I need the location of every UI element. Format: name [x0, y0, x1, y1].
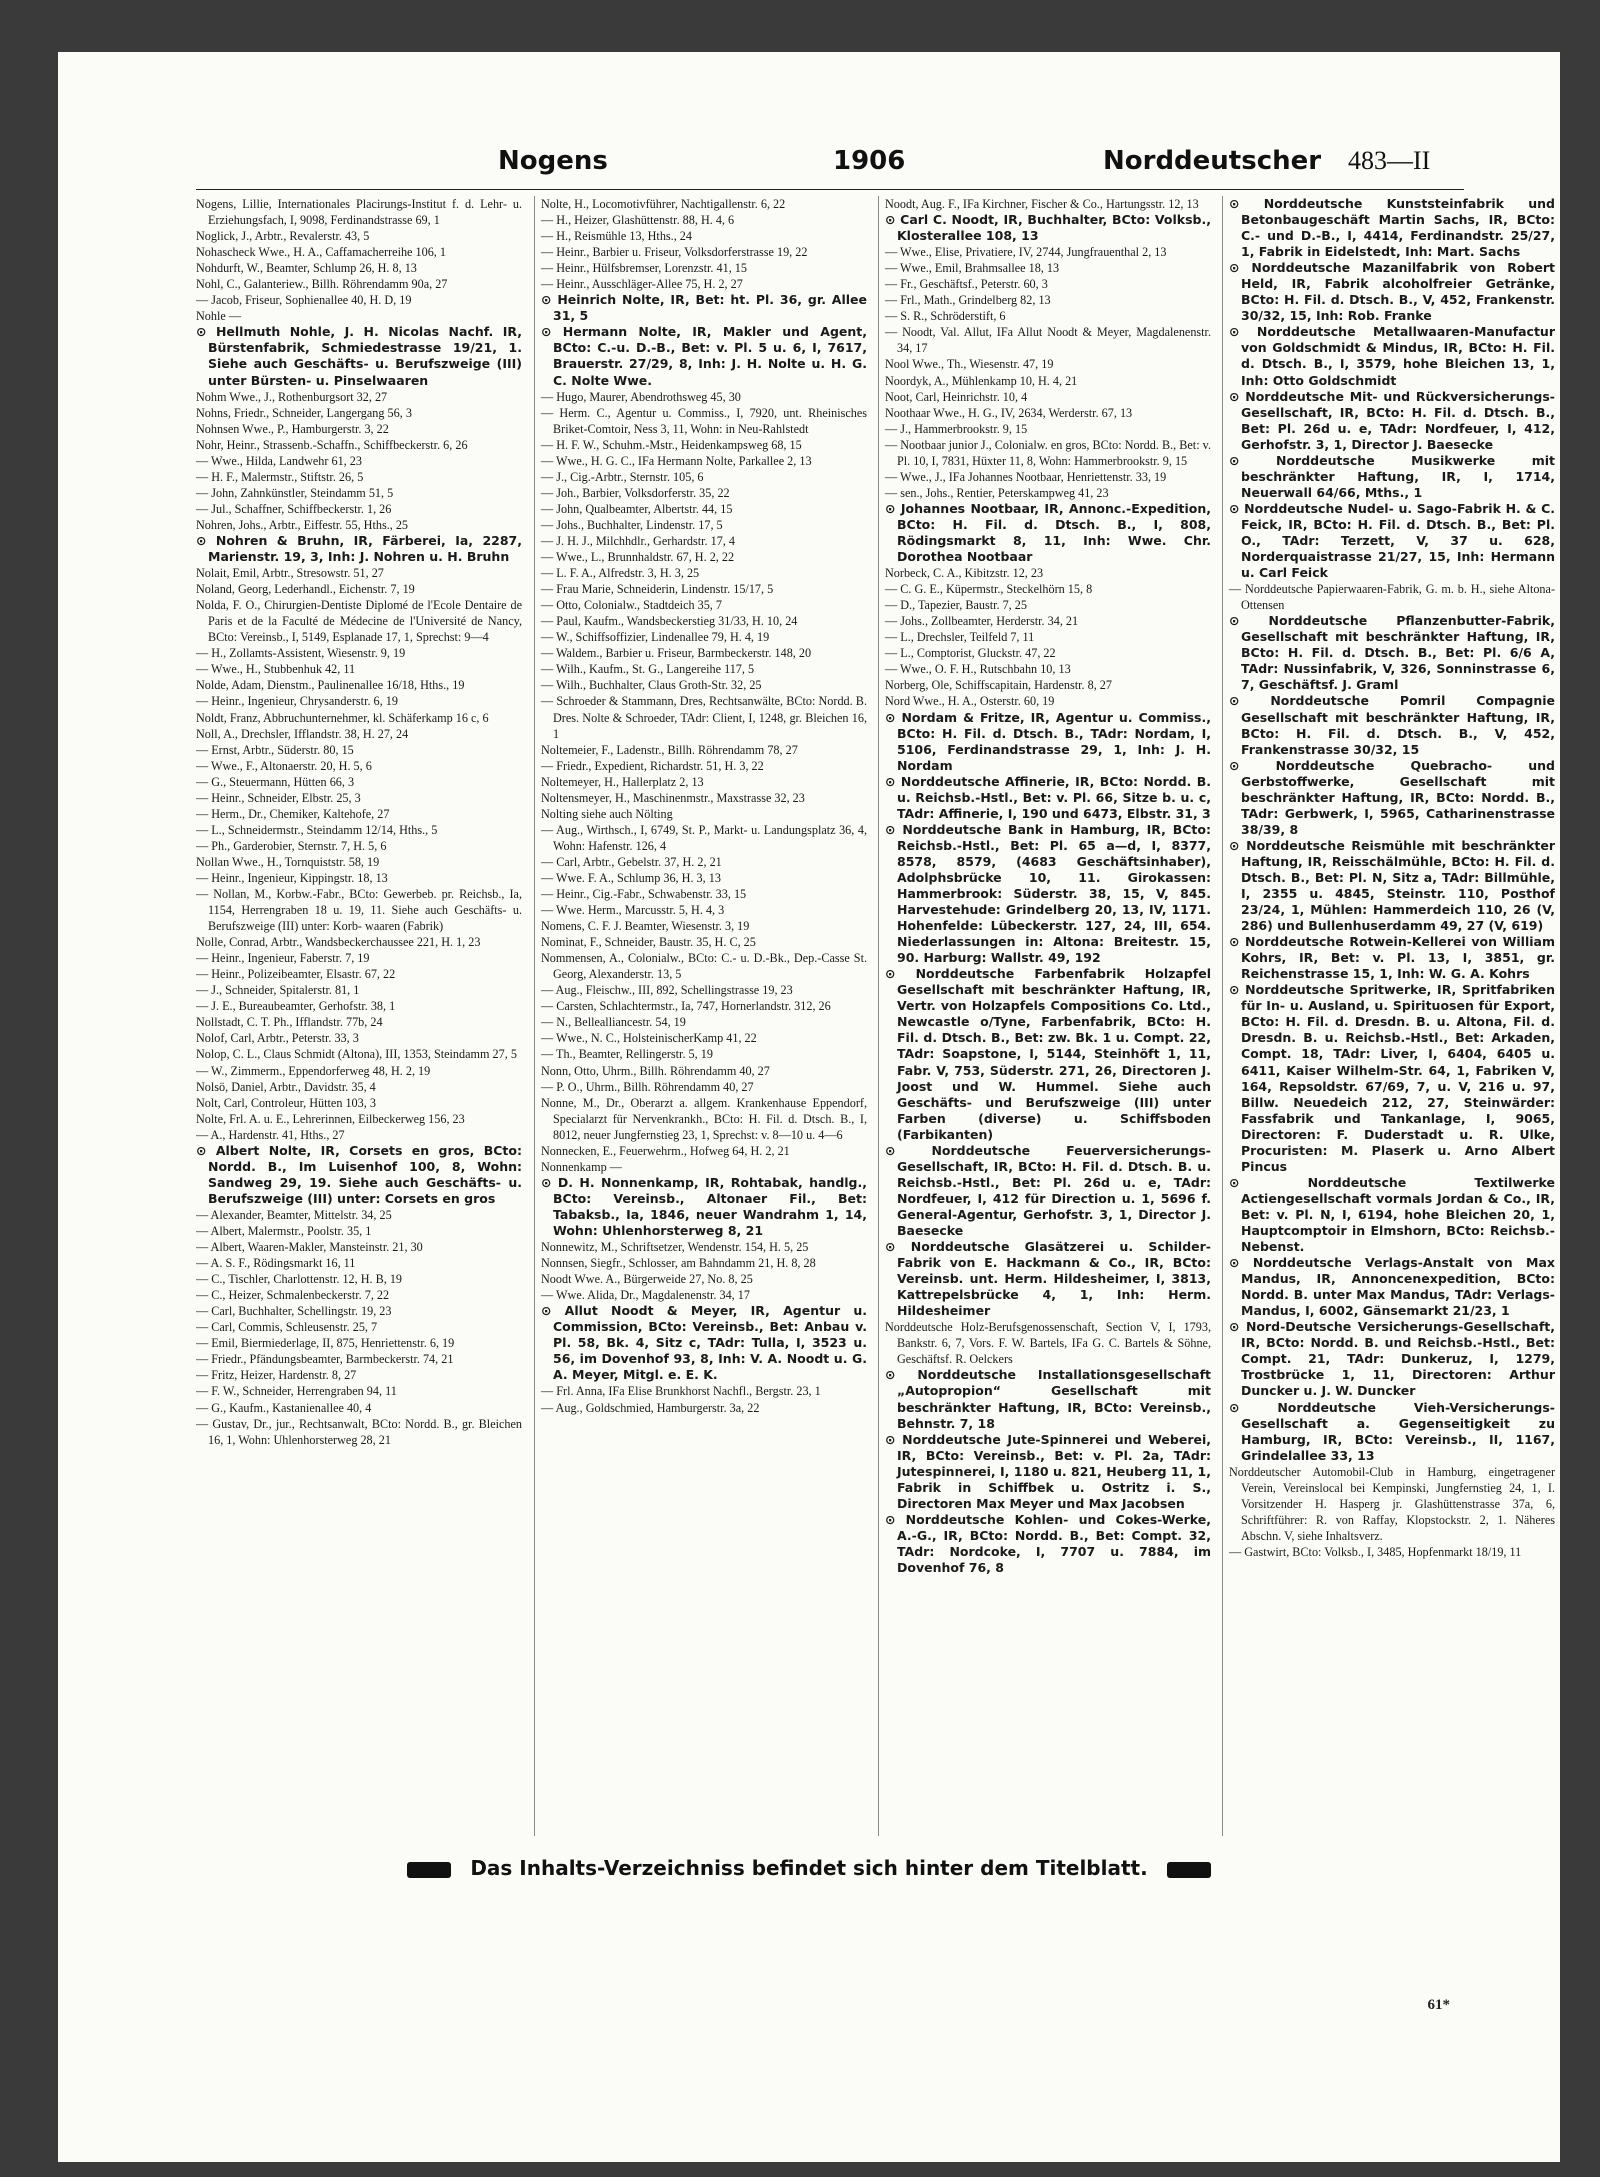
directory-entry: — Carl, Commis, Schleusenstr. 25, 7 — [196, 1320, 378, 1335]
directory-entry: — Frl., Math., Grindelberg 82, 13 — [885, 293, 1051, 308]
directory-entry: — Frl. Anna, IFa Elise Brunkhorst Nachfl., Bergstr. 23, 1 — [541, 1384, 821, 1399]
directory-entry: ⊙ Allut Noodt & Meyer, IR, Agentur u. Commission, BCto: Vereinsb., Bet: Anbau v. Pl. 58, Bk. 4, Sitz c, TAdr: Tulla, I, 3523 u. 56, im Dovenhof 93, 8, Inh: V. A. Noodt u. G. A. Meyer, Mitgl. e. E. K. — [541, 1303, 867, 1383]
directory-entry: — J., Cig.-Arbtr., Sternstr. 105, 6 — [541, 469, 704, 484]
directory-entry: Nohnsen Wwe., P., Hamburgerstr. 3, 22 — [196, 421, 389, 436]
directory-entry: ⊙ Norddeutsche Pomril Compagnie Gesellschaft mit beschränkter Haftung, IR, BCto: H. Fil. d. Dtsch. B., V, 452, Frankenstrasse 30/32, 15 — [1229, 693, 1555, 757]
header-left-keyword: Nogens — [498, 146, 608, 176]
directory-entry: ⊙ Norddeutsche Reismühle mit beschränkter Haftung, IR, Reisschälmühle, BCto: H. Fil. d. Dtsch. B., Bet: Pl. N, Sitz a, TAdr: Billmühle, I, 2355 u. 4845, Steinstr. 110, Posthof 23/24, 1, Mühlen: Hammerdeich 110, 26 (V, 286) und Bullenhuserdamm 49, 27 (V, 619) — [1229, 837, 1555, 934]
directory-entry: Nonnenkamp — — [541, 1159, 622, 1174]
directory-entry: ⊙ Norddeutsche Feuerversicherungs-Gesellschaft, IR, BCto: H. Fil. d. Dtsch. B. u. Reichsb.-Hstl., Bet: Pl. 26d u. e, TAdr: Nordfeuer, I, 412 für Direction u. 1, 5696 f. General-Agentur, Gerhofstr. 3, 1, Director J. Baesecke — [885, 1142, 1211, 1238]
directory-entry: ⊙ Norddeutsche Musikwerke mit beschränkter Haftung, IR, I, 1714, Neuerwall 64/66, Mths., 1 — [1229, 452, 1555, 500]
directory-entry: — S. R., Schröderstift, 6 — [885, 309, 1006, 324]
directory-entry: ⊙ D. H. Nonnenkamp, IR, Rohtabak, handlg., BCto: Vereinsb., Altonaer Fil., Bet: Tabaksb., Ia, 1846, neuer Wandrahm 1, 14, Wohn: Uhlenhorsterweg 8, 21 — [541, 1174, 867, 1238]
directory-entry: — P. O., Uhrm., Billh. Röhrendamm 40, 27 — [541, 1079, 754, 1094]
directory-entry: Nollan Wwe., H., Tornquiststr. 58, 19 — [196, 854, 380, 869]
directory-entry: — Jacob, Friseur, Sophienallee 40, H. D, 19 — [196, 293, 412, 308]
directory-entry: — Wwe., F., Altonaerstr. 20, H. 5, 6 — [196, 758, 372, 773]
header-rule — [196, 189, 1464, 190]
directory-entry: — A., Hardenstr. 41, Hths., 27 — [196, 1127, 345, 1142]
directory-entry: — Heinr., Cig.-Fabr., Schwabenstr. 33, 15 — [541, 887, 747, 902]
directory-entry: — Aug., Fleischw., III, 892, Schellingstrasse 19, 23 — [541, 983, 793, 998]
directory-entry: Nonnewitz, M., Schriftsetzer, Wendenstr. 154, H. 5, 25 — [541, 1240, 809, 1255]
directory-entry: ⊙ Norddeutsche Pflanzenbutter-Fabrik, Gesellschaft mit beschränkter Haftung, IR, BCto: H. Fil. d. Dtsch. B., Bet: Pl. 6/6 A, TAdr: Nussinfabrik, V, 326, Sonninstrasse 6, 7, Geschäftsf. J. Graml — [1229, 613, 1555, 693]
directory-entry: — Jul., Schaffner, Schiffbeckerstr. 1, 26 — [196, 501, 392, 516]
directory-entry: — F. W., Schneider, Herrengraben 94, 11 — [196, 1384, 397, 1399]
directory-entry: — L. F. A., Alfredstr. 3, H. 3, 25 — [541, 566, 700, 581]
directory-entry: Nogens, Lillie, Internationales Placirungs-Institut f. d. Lehr- u. Erziehungsfach, I, 9098, Ferdinandstrasse 69, 1 — [196, 197, 522, 228]
directory-entry: — Wwe. F. A., Schlump 36, H. 3, 13 — [541, 870, 721, 885]
directory-entry: — Nollan, M., Korbw.-Fabr., BCto: Gewerbeb. pr. Reichsb., Ia, 1154, Herrengraben 18 u. 19, 11. Siehe auch Geschäfts- u. Berufszweige (III) unter: Korb- waaren (Fabrik) — [196, 887, 522, 934]
directory-entry: — Aug., Wirthsch., I, 6749, St. P., Markt- u. Landungsplatz 36, 4, Wohn: Hafenstr. 126, 4 — [541, 822, 867, 853]
directory-entry: — Heinr., Ausschläger-Allee 75, H. 2, 27 — [541, 277, 743, 292]
directory-entry: — J. E., Bureaubeamter, Gerhofstr. 38, 1 — [196, 999, 396, 1014]
directory-entry: — Joh., Barbier, Volksdorferstr. 35, 22 — [541, 485, 730, 500]
directory-entry: — Ernst, Arbtr., Süderstr. 80, 15 — [196, 742, 354, 757]
directory-entry: — Emil, Biermiederlage, II, 875, Henriettenstr. 6, 19 — [196, 1336, 455, 1351]
directory-entry: — Heinr., Hülfsbremser, Lorenzstr. 41, 15 — [541, 261, 747, 276]
directory-entry: Noodt Wwe. A., Bürgerweide 27, No. 8, 25 — [541, 1272, 753, 1287]
directory-entry: — Wwe., J., IFa Johannes Nootbaar, Henriettenstr. 33, 19 — [885, 469, 1167, 484]
directory-entry: ⊙ Nord-Deutsche Versicherungs-Gesellschaft, IR, BCto: Nordd. B. und Reichsb.-Hstl., Bet: Compt. 21, TAdr: Dunkeruz, I, 1279, Trostbrücke 1, 11, Directoren: Arthur Duncker u. J. W. Duncker — [1229, 1319, 1555, 1399]
directory-entry: — Albert, Waaren-Makler, Mansteinstr. 21, 30 — [196, 1240, 423, 1255]
directory-entry: — Johs., Zollbeamter, Herderstr. 34, 21 — [885, 614, 1079, 629]
directory-entry: Nolle, Conrad, Arbtr., Wandsbeckerchaussee 221, H. 1, 23 — [196, 935, 481, 950]
directory-entry: — Norddeutsche Papierwaaren-Fabrik, G. m. b. H., siehe Altona-Ottensen — [1229, 582, 1555, 613]
directory-entry: ⊙ Norddeutsche Textilwerke Actiengesellschaft vormals Jordan & Co., IR, Bet: v. Pl. N, I, 6194, hohe Bleichen 20, 1, Hauptcomptoir in Elmshorn, BCto: Reichsb.-Nebenst. — [1229, 1174, 1555, 1255]
directory-entry: — Nootbaar junior J., Colonialw. en gros, BCto: Nordd. B., Bet: v. Pl. 10, I, 7831, Hüxter 11, 8, Wohn: Hammerbrookstr. 9, 15 — [885, 437, 1211, 468]
directory-entry: — Fr., Geschäftsf., Peterstr. 60, 3 — [885, 277, 1048, 292]
directory-entry: — Schroeder & Stammann, Dres, Rechtsanwälte, BCto: Nordd. B. Dres. Nolte & Schroeder, TAdr: Client, I, 1248, gr. Bleichen 16, 1 — [541, 694, 867, 741]
directory-entry: ⊙ Norddeutsche Glasätzerei u. Schilder-Fabrik von E. Hackmann & Co., IR, BCto: Vereinsb. unt. Herm. Hildesheimer, I, 3813, Kattrepelsbrücke 4, 1, Inh: Herm. Hildesheimer — [885, 1239, 1211, 1319]
directory-entry: ⊙ Norddeutsche Vieh-Versicherungs-Gesellschaft a. Gegenseitigkeit zu Hamburg, IR, BCto: Vereinsb., II, 1167, Grindelallee 33, 13 — [1229, 1399, 1555, 1463]
directory-entry: — Heinr., Ingenieur, Chrysanderstr. 6, 19 — [196, 694, 398, 709]
directory-entry: — Noodt, Val. Allut, IFa Allut Noodt & Meyer, Magdalenenstr. 34, 17 — [885, 325, 1211, 356]
directory-entry: Norddeutsche Holz-Berufsgenossenschaft, Section V, I, 1793, Bankstr. 6, 7, Vors. F. W. Bartels, IFa G. C. Bartels & Söhne, Geschäftsf. R. Oelckers — [885, 1320, 1211, 1367]
directory-entry: Noglick, J., Arbtr., Revalerstr. 43, 5 — [196, 229, 370, 244]
directory-entry: — Wilh., Kaufm., St. G., Langereihe 117, 5 — [541, 662, 755, 677]
directory-entry: Nonnsen, Siegfr., Schlosser, am Bahndamm 21, H. 8, 28 — [541, 1256, 816, 1271]
directory-entry: Noot, Carl, Heinrichstr. 10, 4 — [885, 389, 1028, 404]
directory-entry: Noordyk, A., Mühlenkamp 10, H. 4, 21 — [885, 373, 1078, 388]
directory-entry: — C. G. E., Küpermstr., Steckelhörn 15, 8 — [885, 582, 1093, 597]
footer-notice — [58, 1856, 1560, 1896]
directory-entry: ⊙ Norddeutsche Nudel- u. Sago-Fabrik H. & C. Feick, IR, BCto: H. Fil. d. Dtsch. B., Bet: Pl. O., TAdr: Terzett, V, 37 u. 628, Norderquaistrasse 21/27, 15, Inh: Hermann u. Carl Feick — [1229, 500, 1555, 581]
directory-entry: — Albert, Malermstr., Poolstr. 35, 1 — [196, 1224, 372, 1238]
directory-entry: Nommensen, A., Colonialw., BCto: C.- u. D.-Bk., Dep.-Casse St. Georg, Alexanderstr. 13, 5 — [541, 951, 867, 982]
directory-entry: Nohr, Heinr., Strassenb.-Schaffn., Schiffbeckerstr. 6, 26 — [196, 437, 468, 452]
pointing-hand-icon — [1167, 1862, 1211, 1878]
directory-entry: Norberg, Ole, Schiffscapitain, Hardenstr. 8, 27 — [885, 678, 1112, 693]
directory-entry: — Fritz, Heizer, Hardenstr. 8, 27 — [196, 1368, 357, 1383]
directory-entry: Nohl, C., Galanteriew., Billh. Röhrendamm 90a, 27 — [196, 277, 448, 292]
directory-entry: — H. F. W., Schuhm.-Mstr., Heidenkampsweg 68, 15 — [541, 437, 802, 452]
directory-entry: Noltensmeyer, H., Maschinenmstr., Maxstrasse 32, 23 — [541, 790, 805, 805]
directory-entry: Nolof, Carl, Arbtr., Peterstr. 33, 3 — [196, 1031, 359, 1046]
directory-entry: — W., Zimmerm., Eppendorferweg 48, H. 2, 19 — [196, 1063, 431, 1078]
directory-entry: Nord Wwe., H. A., Osterstr. 60, 19 — [885, 694, 1055, 709]
directory-entry: — G., Steuermann, Hütten 66, 3 — [196, 774, 355, 789]
directory-entry: — Herm., Dr., Chemiker, Kaltehofe, 27 — [196, 806, 390, 821]
directory-entry: ⊙ Hellmuth Nohle, J. H. Nicolas Nachf. IR, Bürstenfabrik, Schmiedestrasse 19/21, 1. Siehe auch Geschäfts- u. Berufszweige (III) unter Bürsten- u. Pinselwaaren — [196, 324, 522, 388]
directory-entry: — Wwe., O. F. H., Rutschbahn 10, 13 — [885, 662, 1071, 677]
directory-entry: — Wwe., H. G. C., IFa Hermann Nolte, Parkallee 2, 13 — [541, 453, 812, 468]
directory-entry: — L., Schneidermstr., Steindamm 12/14, Hths., 5 — [196, 822, 438, 837]
directory-entry: ⊙ Norddeutsche Mazanilfabrik von Robert Held, IR, Fabrik alcoholfreier Getränke, BCto: H. Fil. d. Dtsch. B., V, 452, Frankenstr. 30/32, 15, Inh: Rob. Franke — [1229, 260, 1555, 324]
directory-entry: ⊙ Nohren & Bruhn, IR, Färberei, Ia, 2287, Marienstr. 19, 3, Inh: J. Nohren u. H. Bruhn — [196, 532, 522, 565]
directory-entry: ⊙ Norddeutsche Kunststeinfabrik und Betonbaugeschäft Martin Sachs, IR, BCto: C.- und D.-B., I, 4414, Ferdinandstr. 25/27, 1, Fabrik in Eidelstedt, Inh: Mart. Sachs — [1229, 196, 1555, 260]
directory-entry: Nolte, Frl. A. u. E., Lehrerinnen, Eilbeckerweg 156, 23 — [196, 1111, 465, 1126]
directory-entry: Nonnecken, E., Feuerwehrm., Hofweg 64, H. 2, 21 — [541, 1143, 790, 1158]
directory-entry: — Heinr., Ingenieur, Faberstr. 7, 19 — [196, 951, 370, 966]
directory-entry: — Johs., Buchhalter, Lindenstr. 17, 5 — [541, 517, 723, 532]
directory-entry: ⊙ Carl C. Noodt, IR, Buchhalter, BCto: Volksb., Klosterallee 108, 13 — [885, 212, 1211, 244]
directory-entry: Nohdurft, W., Beamter, Schlump 26, H. 8, 13 — [196, 261, 417, 276]
directory-entry: Nohm Wwe., J., Rothenburgsort 32, 27 — [196, 389, 388, 404]
directory-entry: — H., Heizer, Glashüttenstr. 88, H. 4, 6 — [541, 213, 735, 228]
directory-entry: — G., Kaufm., Kastanienallee 40, 4 — [196, 1400, 372, 1415]
directory-entry: Noothaar Wwe., H. G., IV, 2634, Werderstr. 67, 13 — [885, 405, 1133, 420]
directory-columns — [196, 196, 1560, 1836]
directory-entry: — Wwe., N. C., HolsteinischerKamp 41, 22 — [541, 1031, 757, 1046]
directory-entry: — Herm. C., Agentur u. Commiss., I, 7920, unt. Rheinisches Briket-Comtoir, Ness 3, 11, Wohn: in Neu-Rahlstedt — [541, 405, 867, 436]
directory-entry: ⊙ Nordam & Fritze, IR, Agentur u. Commiss., BCto: H. Fil. d. Dtsch. B., TAdr: Nordam, I, 5106, Ferdinandstrasse 29, 1, Inh: J. H. Nordam — [885, 709, 1211, 773]
directory-entry: Nolsö, Daniel, Arbtr., Davidstr. 35, 4 — [196, 1079, 376, 1094]
directory-entry: Noltemeier, F., Ladenstr., Billh. Röhrendamm 78, 27 — [541, 742, 798, 757]
directory-entry: — L., Comptorist, Gluckstr. 47, 22 — [885, 646, 1056, 661]
directory-entry: Nolting siehe auch Nölting — [541, 806, 673, 821]
directory-entry: — H., Reismühle 13, Hths., 24 — [541, 229, 692, 244]
directory-entry: — Heinr., Schneider, Elbstr. 25, 3 — [196, 790, 361, 805]
directory-entry: — A. S. F., Rödingsmarkt 16, 11 — [196, 1256, 356, 1271]
running-head — [128, 146, 1500, 186]
directory-entry: — Carsten, Schlachtermstr., Ia, 747, Hornerlandstr. 312, 26 — [541, 999, 831, 1014]
directory-entry: ⊙ Norddeutsche Jute-Spinnerei und Weberei, IR, BCto: Vereinsb., Bet: v. Pl. 2a, TAdr: Jutespinnerei, I, 1180 u. 821, Heuberg 11, 1, Fabrik in Schiffbek u. Ostritz i. S., Directoren Max Meyer und Max Jacobsen — [885, 1431, 1211, 1511]
directory-entry: Nohle — — [196, 309, 242, 324]
directory-entry: Nolop, C. L., Claus Schmidt (Altona), III, 1353, Steindamm 27, 5 — [196, 1047, 517, 1062]
directory-entry: — Wwe., Elise, Privatiere, IV, 2744, Jungfrauenthal 2, 13 — [885, 245, 1167, 260]
directory-entry: ⊙ Norddeutsche Spritwerke, IR, Spritfabriken für In- u. Ausland, u. Spirituosen für Export, BCto: H. Fil. d. Dresdn. B. u. Altona, Fil. d. Dresdn. B. u. Reichsb.-Hstl., Bet: Arkaden, Compt. 18, TAdr: Liver, I, 6404, 6405 u. 6411, Kaiser Wilhelm-Str. 64, 1, Fabriken V, 164, Repsoldstr. 67/69, 7, u. V, 216 u. 97, Billw. Neuedeich 212, 27, Steinwärder: Fassfabrik und Tankanlage, I, 9065, Directoren: F. Duderstadt u. R. Ulke, Procuristen: M. Plaserk u. Arno Albert Pincus — [1229, 982, 1555, 1174]
directory-entry: — C., Heizer, Schmalenbeckerstr. 7, 22 — [196, 1288, 390, 1303]
directory-entry: ⊙ Heinrich Nolte, IR, Bet: ht. Pl. 36, gr. Allee 31, 5 — [541, 292, 867, 324]
directory-entry: Nohns, Friedr., Schneider, Langergang 56, 3 — [196, 405, 412, 420]
directory-entry: — Wwe. Alida, Dr., Magdalenenstr. 34, 17 — [541, 1288, 750, 1303]
directory-entry: — Waldem., Barbier u. Friseur, Barmbeckerstr. 148, 20 — [541, 646, 812, 661]
directory-entry: Noodt, Aug. F., IFa Kirchner, Fischer & Co., Hartungsstr. 12, 13 — [885, 197, 1199, 211]
header-right-keyword: Norddeutscher — [1103, 146, 1322, 176]
directory-entry: — Wilh., Buchhalter, Claus Groth-Str. 32, 25 — [541, 678, 762, 693]
directory-entry: — Heinr., Barbier u. Friseur, Volksdorferstrasse 19, 22 — [541, 245, 808, 260]
directory-entry: ⊙ Norddeutsche Mit- und Rückversicherungs-Gesellschaft, IR, BCto: H. Fil. d. Dtsch. B., Bet: Pl. 26d u. e, TAdr: Nordfeuer, I, 412, Gerhofstr. 3, 1, Director J. Baesecke — [1229, 388, 1555, 452]
directory-entry: — Wwe. Herm., Marcusstr. 5, H. 4, 3 — [541, 903, 725, 918]
directory-entry: — Ph., Garderobier, Sternstr. 7, H. 5, 6 — [196, 838, 387, 853]
directory-entry: — L., Drechsler, Teilfeld 7, 11 — [885, 630, 1035, 645]
directory-entry: — Heinr., Ingenieur, Kippingstr. 18, 13 — [196, 870, 388, 885]
directory-entry: ⊙ Johannes Nootbaar, IR, Annonc.-Expedition, BCto: H. Fil. d. Dtsch. B., I, 808, Rödingsmarkt 8, 11, Inh: Wwe. Chr. Dorothea Nootbaar — [885, 500, 1211, 565]
directory-entry: — Wwe., H., Stubbenhuk 42, 11 — [196, 662, 356, 677]
signature-mark: 61* — [1427, 1997, 1450, 2013]
page-number: 483—II — [1348, 146, 1431, 175]
directory-entry: Noll, A., Drechsler, Ifflandstr. 38, H. 27, 24 — [196, 726, 409, 741]
directory-entry: Nolait, Emil, Arbtr., Stresowstr. 51, 27 — [196, 566, 384, 581]
column-2 — [534, 196, 867, 1836]
directory-entry: Nomens, C. F. J. Beamter, Wiesenstr. 3, 19 — [541, 919, 750, 934]
directory-entry: — Wwe., L., Brunnhaldstr. 67, H. 2, 22 — [541, 550, 735, 565]
header-year: 1906 — [833, 146, 906, 176]
directory-entry: ⊙ Norddeutsche Verlags-Anstalt von Max Mandus, IR, Annoncenexpedition, BCto: Nordd. B. unter Max Mandus, TAdr: Verlags-Mandus, I, 6002, Gänsemarkt 21/23, 1 — [1229, 1255, 1555, 1319]
directory-entry: — W., Schiffsoffizier, Lindenallee 79, H. 4, 19 — [541, 630, 770, 645]
directory-entry: — J. H. J., Milchhdlr., Gerhardstr. 17, 4 — [541, 533, 735, 548]
directory-entry: Nohascheck Wwe., H. A., Caffamacherreihe 106, 1 — [196, 245, 446, 260]
directory-entry: ⊙ Norddeutsche Kohlen- und Cokes-Werke, A.-G., IR, BCto: Nordd. B., Bet: Compt. 32, TAdr: Nordcoke, I, 7707 u. 7884, im Dovenhof 76, 8 — [885, 1511, 1211, 1575]
directory-entry: — H., Zollamts-Assistent, Wiesenstr. 9, 19 — [196, 646, 406, 661]
directory-entry: — J., Hammerbrookstr. 9, 15 — [885, 421, 1028, 436]
footer-notice-text: Das Inhalts-Verzeichniss befindet sich hinter dem Titelblatt. — [470, 1856, 1148, 1880]
directory-entry: Noltemeyer, H., Hallerplatz 2, 13 — [541, 774, 704, 789]
directory-entry: Nollstadt, C. T. Ph., Ifflandstr. 77b, 24 — [196, 1015, 383, 1030]
directory-entry: ⊙ Norddeutsche Bank in Hamburg, IR, BCto: Reichsb.-Hstl., Bet: Pl. 65 a—d, I, 8377, 8578, 8579, (4683 Geschäftsinhaber), Adolphsbrücke 10, 11. Girokassen: Hammerbrook: Süderstr. 38, 15, V, 845. Harvestehude: Grindelberg 20, 13, IV, 1171. Hohenfelde: Lübeckerstr. 127, 24, III, 654. Niederlassungen in: Altona: Breitestr. 15, 90. Harburg: Wallstr. 49, 192 — [885, 821, 1211, 966]
directory-entry: — Alexander, Beamter, Mittelstr. 34, 25 — [196, 1207, 392, 1222]
directory-entry: — Paul, Kaufm., Wandsbeckerstieg 31/33, H. 10, 24 — [541, 614, 798, 629]
directory-entry: Nominat, F., Schneider, Baustr. 35, H. C, 25 — [541, 935, 756, 950]
directory-entry: ⊙ Norddeutsche Metallwaaren-Manufactur von Goldschmidt & Mindus, IR, BCto: H. Fil. d. Dtsch. B., I, 3579, hohe Bleichen 13, 1, Inh: Otto Goldschmidt — [1229, 324, 1555, 388]
directory-entry: — D., Tapezier, Baustr. 7, 25 — [885, 598, 1027, 613]
directory-entry: — Friedr., Expedient, Richardstr. 51, H. 3, 22 — [541, 758, 764, 773]
directory-entry: ⊙ Norddeutsche Farbenfabrik Holzapfel Gesellschaft mit beschränkter Haftung, IR, Vertr. von Holzapfels Compositions Co. Ltd., Newcastle o/Tyne, Farbenfabrik, BCto: H. Fil. d. Dtsch. B., Bet: zw. Bk. 1 u. Compt. 22, TAdr: Soapstone, I, 5144, Steinhöft 1, 11, Fabr. V, 753, Süderstr. 271, 26, Directoren J. Joost und W. Hummel. Siehe auch Geschäfts- und Berufszweige (III) unter Farben (diverse) u. Schiffsboden (Farbikanten) — [885, 966, 1211, 1142]
directory-entry: Norbeck, C. A., Kibitzstr. 12, 23 — [885, 566, 1044, 581]
directory-entry: Nolt, Carl, Controleur, Hütten 103, 3 — [196, 1095, 376, 1110]
directory-entry: — J., Schneider, Spitalerstr. 81, 1 — [196, 983, 360, 998]
directory-entry: — Wwe., Hilda, Landwehr 61, 23 — [196, 453, 362, 468]
directory-entry: — Otto, Colonialw., Stadtdeich 35, 7 — [541, 598, 722, 613]
directory-entry: ⊙ Norddeutsche Affinerie, IR, BCto: Nordd. B. u. Reichsb.-Hstl., Bet: v. Pl. 66, Sitze b. u. c, TAdr: Affinerie, I, 190 und 6473, Elbstr. 31, 3 — [885, 773, 1211, 821]
directory-entry: — Gastwirt, BCto: Volksb., I, 3485, Hopfenmarkt 18/19, 11 — [1229, 1544, 1522, 1559]
directory-entry: Noland, Georg, Lederhandl., Eichenstr. 7, 19 — [196, 582, 415, 597]
directory-entry: — Th., Beamter, Rellingerstr. 5, 19 — [541, 1047, 713, 1062]
directory-entry: Nohren, Johs., Arbtr., Eiffestr. 55, Hths., 25 — [196, 517, 409, 532]
directory-entry: Nonn, Otto, Uhrm., Billh. Röhrendamm 40, 27 — [541, 1063, 770, 1078]
column-4 — [1222, 196, 1555, 1836]
directory-entry: — sen., Johs., Rentier, Peterskampweg 41, 23 — [885, 485, 1109, 500]
directory-entry: — C., Tischler, Charlottenstr. 12, H. B, 19 — [196, 1272, 403, 1287]
directory-entry: Nolde, Adam, Dienstm., Paulinenallee 16/18, Hths., 19 — [196, 678, 465, 693]
directory-entry: — Gustav, Dr., jur., Rechtsanwalt, BCto: Nordd. B., gr. Bleichen 16, 1, Wohn: Uhlenhorsterweg 28, 21 — [196, 1416, 522, 1447]
directory-entry: Nonne, M., Dr., Oberarzt a. allgem. Krankenhause Eppendorf, Specialarzt für Nervenkrankh., BCto: H. Fil. d. Dtsch. B., I, 8012, neuer Jungfernstieg 23, 1, Sprechst: v. 8—10 u. 4—6 — [541, 1095, 867, 1142]
directory-entry: — Heinr., Polizeibeamter, Elsastr. 67, 22 — [196, 967, 396, 982]
directory-entry: — Hugo, Maurer, Abendrothsweg 45, 30 — [541, 389, 741, 404]
directory-entry: ⊙ Hermann Nolte, IR, Makler und Agent, BCto: C.-u. D.-B., Bet: v. Pl. 5 u. 6, I, 7617, Brauerstr. 27/29, 8, Inh: J. H. Nolte u. H. G. C. Nolte Wwe. — [541, 324, 867, 388]
directory-entry: — John, Zahnkünstler, Steindamm 51, 5 — [196, 485, 394, 500]
directory-entry: ⊙ Norddeutsche Quebracho- und Gerbstoffwerke, Gesellschaft mit beschränkter Haftung, IR, BCto: Nordd. B., TAdr: Gerbwerk, I, 5965, Catharinenstrasse 38/39, 8 — [1229, 757, 1555, 837]
directory-entry: — Frau Marie, Schneiderin, Lindenstr. 15/17, 5 — [541, 582, 774, 597]
directory-entry: — H. F., Malermstr., Stiftstr. 26, 5 — [196, 469, 364, 484]
directory-entry: — Carl, Arbtr., Gebelstr. 37, H. 2, 21 — [541, 854, 722, 869]
directory-entry: ⊙ Norddeutsche Rotwein-Kellerei von William Kohrs, IR, Bet: v. Pl. 13, I, 3851, gr. Reichenstrasse 15, 1, Inh: W. G. A. Kohrs — [1229, 934, 1555, 982]
column-3 — [878, 196, 1211, 1836]
directory-entry: Nool Wwe., Th., Wiesenstr. 47, 19 — [885, 357, 1054, 372]
directory-entry: Nolte, H., Locomotivführer, Nachtigallenstr. 6, 22 — [541, 197, 786, 211]
column-1 — [196, 196, 522, 1836]
directory-entry: — Carl, Buchhalter, Schellingstr. 19, 23 — [196, 1304, 392, 1319]
directory-entry: Nolda, F. O., Chirurgien-Dentiste Diplomé de l'Ecole Dentaire de Paris et de la Faculté de Médecine de l'Université de Nancy, BCto: Vereinsb., I, 5149, Esplanade 17, 1, Sprechst: 9—4 — [196, 598, 522, 645]
directory-entry: ⊙ Albert Nolte, IR, Corsets en gros, BCto: Nordd. B., Im Luisenhof 100, 8, Wohn: Sandweg 29, 19. Siehe auch Geschäfts- u. Berufszweige (III) unter: Corsets en gros — [196, 1142, 522, 1206]
directory-entry: Noldt, Franz, Abbruchunternehmer, kl. Schäferkamp 16 c, 6 — [196, 710, 489, 725]
pointing-hand-icon — [407, 1862, 451, 1878]
directory-entry: — John, Qualbeamter, Albertstr. 44, 15 — [541, 501, 733, 516]
directory-page — [58, 52, 1560, 2162]
directory-entry: — Wwe., Emil, Brahmsallee 18, 13 — [885, 261, 1060, 276]
directory-entry: ⊙ Norddeutsche Installationsgesellschaft „Autopropion“ Gesellschaft mit beschränkter Haftung, IR, BCto: Vereinsb., Behnstr. 7, 18 — [885, 1367, 1211, 1431]
directory-entry: Norddeutscher Automobil-Club in Hamburg, eingetragener Verein, Vereinslocal bei Kempinski, Jungfernstieg 24, 1, I. Vorsitzender H. Hasperg jr. Glashüttenstrasse 37a, 6, Schriftführer: R. von Raffay, Klopstockstr. 2, 1. Näheres Abschn. V, siehe Inhaltsverz. — [1229, 1464, 1555, 1543]
directory-entry: — Friedr., Pfändungsbeamter, Barmbeckerstr. 74, 21 — [196, 1352, 454, 1367]
directory-entry: — Aug., Goldschmied, Hamburgerstr. 3a, 22 — [541, 1400, 760, 1415]
directory-entry: — N., Bellealliancestr. 54, 19 — [541, 1015, 686, 1030]
